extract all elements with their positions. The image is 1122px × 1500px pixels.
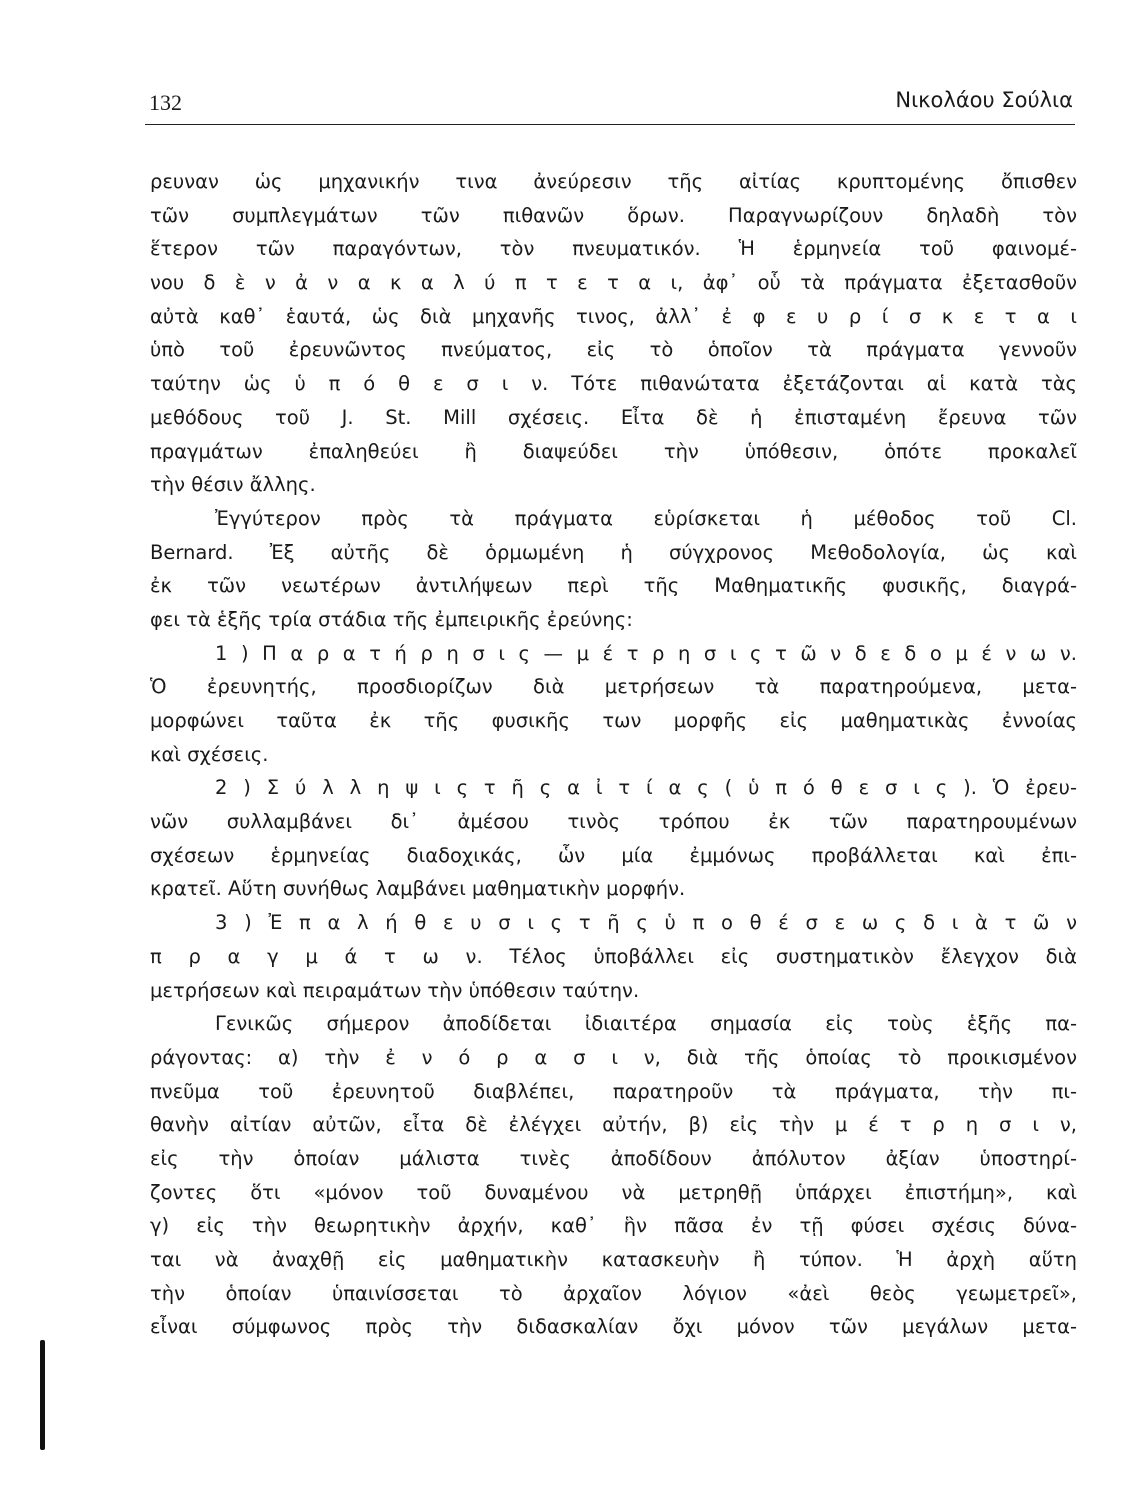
text-line: 1 ) Π α ρ α τ ή ρ η σ ι ς — μ έ τ ρ η σ ι ς τ ῶ ν δ ε δ ο μ έ ν ω ν. [215, 641, 1077, 665]
text-line: Ἐγγύτερον πρὸς τὰ πράγματα εὑρίσκεται ἡ μέθοδος τοῦ Cl. [215, 506, 1077, 530]
text-line: ὑπὸ τοῦ ἐρευνῶντος πνεύματος, εἰς τὸ ὁποῖον τὰ πράγματα γεννοῦν [150, 338, 1077, 362]
text-line: τῶν συμπλεγμάτων τῶν πιθανῶν ὅρων. Παραγνωρίζουν δηλαδὴ τὸν [150, 203, 1077, 227]
page-number: 132 [149, 90, 182, 115]
text-line: σχέσεων ἑρμηνείας διαδοχικάς, ὧν μία ἐμμόνως προβάλλεται καὶ ἐπι- [150, 843, 1077, 867]
text-line: φει τὰ ἑξῆς τρία στάδια τῆς ἐμπειρικῆς ἐρεύνης: [150, 607, 633, 631]
text-line: γ) εἰς τὴν θεωρητικὴν ἀρχήν, καθ᾽ ἣν πᾶσα ἐν τῇ φύσει σχέσις δύνα- [150, 1214, 1077, 1238]
running-head: Νικολάου Σούλια [895, 88, 1073, 112]
text-line: ἕτερον τῶν παραγόντων, τὸν πνευματικόν. Ἡ ἑρμηνεία τοῦ φαινομέ- [150, 237, 1077, 261]
text-line: νῶν συλλαμβάνει δι᾽ ἀμέσου τινὸς τρόπου ἐκ τῶν παρατηρουμένων [150, 810, 1077, 834]
text-line: μεθόδους τοῦ J. St. Mill σχέσεις. Εἶτα δὲ ἡ ἐπισταμένη ἔρευνα τῶν [150, 405, 1077, 429]
text-line: μορφώνει ταῦτα ἐκ τῆς φυσικῆς των μορφῆς εἰς μαθηματικὰς ἐννοίας [150, 709, 1077, 732]
text-line: ζοντες ὅτι «μόνον τοῦ δυναμένου νὰ μετρηθῇ ὑπάρχει ἐπιστήμη», καὶ [150, 1180, 1077, 1204]
text-line: ταύτην ὡς ὑ π ό θ ε σ ι ν. Τότε πιθανώτατα ἐξετάζονται αἱ κατὰ τὰς [150, 372, 1077, 396]
text-line: θανὴν αἰτίαν αὐτῶν, εἶτα δὲ ἐλέγχει αὐτήν, β) εἰς τὴν μ έ τ ρ η σ ι ν, [150, 1113, 1077, 1137]
text-line: ται νὰ ἀναχθῇ εἰς μαθηματικὴν κατασκευὴν ἢ τύπον. Ἡ ἀρχὴ αὕτη [150, 1248, 1077, 1271]
text-line: ἐκ τῶν νεωτέρων ἀντιλήψεων περὶ τῆς Μαθηματικῆς φυσικῆς, διαγρά- [150, 574, 1077, 598]
text-line: εἶναι σύμφωνος πρὸς τὴν διδασκαλίαν ὄχι μόνον τῶν μεγάλων μετα- [150, 1315, 1077, 1339]
text-line: μετρήσεων καὶ πειραμάτων τὴν ὑπόθεσιν ταύτην. [150, 978, 640, 1002]
binding-mark [40, 1340, 45, 1450]
page-header [145, 84, 1075, 125]
body-text [150, 165, 1077, 1344]
text-line: Bernard. Ἐξ αὐτῆς δὲ ὁρμωμένη ἡ σύγχρονος Μεθοδολογία, ὡς καὶ [150, 540, 1077, 564]
text-line: κρατεῖ. Αὕτη συνήθως λαμβάνει μαθηματικὴν μορφήν. [150, 877, 686, 901]
text-line: ράγοντας: α) τὴν ἐ ν ό ρ α σ ι ν, διὰ τῆς ὁποίας τὸ προικισμένον [150, 1045, 1077, 1069]
text-line: 3 ) Ἐ π α λ ή θ ε υ σ ι ς τ ῆ ς ὑ π ο θ έ σ ε ω ς δ ι ὰ τ ῶ ν [215, 911, 1077, 935]
text-line: Ὁ ἐρευνητής, προσδιορίζων διὰ μετρήσεων τὰ παρατηρούμενα, μετα- [150, 675, 1077, 699]
text-line: πραγμάτων ἐπαληθεύει ἢ διαψεύδει τὴν ὑπόθεσιν, ὁπότε προκαλεῖ [150, 439, 1077, 463]
text-line: π ρ α γ μ ά τ ω ν. Τέλος ὑποβάλλει εἰς συστηματικὸν ἔλεγχον διὰ [150, 944, 1077, 968]
text-line: πνεῦμα τοῦ ἐρευνητοῦ διαβλέπει, παρατηροῦν τὰ πράγματα, τὴν πι- [150, 1079, 1077, 1103]
text-line: ρευναν ὡς μηχανικήν τινα ἀνεύρεσιν τῆς αἰτίας κρυπτομένης ὄπισθεν [150, 170, 1077, 193]
text-line: 2 ) Σ ύ λ λ η ψ ι ς τ ῆ ς α ἰ τ ί α ς ( ὑ π ό θ ε σ ι ς ). Ὁ ἐρευ- [215, 776, 1077, 800]
text-line: νου δ ὲ ν ἀ ν α κ α λ ύ π τ ε τ α ι, ἀφ᾽ οὗ τὰ πράγματα ἐξετασθοῦν [150, 271, 1077, 295]
text-line: καὶ σχέσεις. [150, 742, 269, 766]
text-line: τὴν ὁποίαν ὑπαινίσσεται τὸ ἀρχαῖον λόγιον «ἀεὶ θεὸς γεωμετρεῖ», [150, 1281, 1077, 1305]
text-line: τὴν θέσιν ἄλλης. [150, 473, 316, 497]
text-line: αὐτὰ καθ᾽ ἑαυτά, ὡς διὰ μηχανῆς τινος, ἀλλ᾽ ἐ φ ε υ ρ ί σ κ ε τ α ι [150, 304, 1077, 328]
text-line: εἰς τὴν ὁποίαν μάλιστα τινὲς ἀποδίδουν ἀπόλυτον ἀξίαν ὑποστηρί- [150, 1146, 1077, 1170]
text-line: Γενικῶς σήμερον ἀποδίδεται ἰδιαιτέρα σημασία εἰς τοὺς ἑξῆς πα- [215, 1012, 1077, 1036]
